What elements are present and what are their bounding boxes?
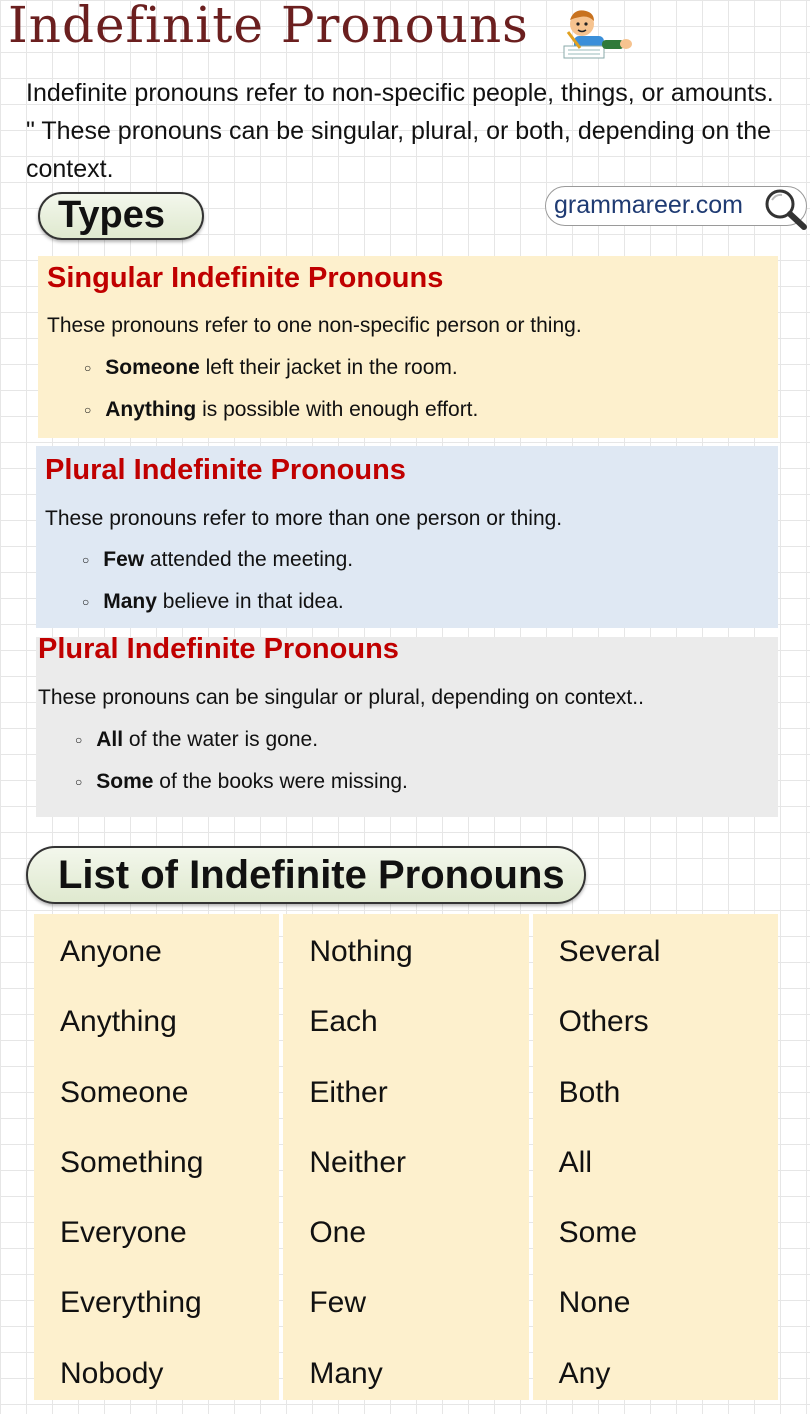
table-cell: Everything bbox=[60, 1286, 202, 1320]
example-item: ○ Someone left their jacket in the room. bbox=[84, 356, 458, 379]
table-column bbox=[533, 914, 778, 1400]
pronoun-table bbox=[34, 914, 778, 1400]
mascot-icon bbox=[560, 6, 634, 64]
table-cell: Few bbox=[309, 1286, 367, 1320]
table-cell: Several bbox=[558, 935, 661, 968]
table-cell: Some bbox=[558, 1216, 638, 1250]
table-cell: Nobody bbox=[60, 1356, 164, 1390]
section-both bbox=[36, 633, 778, 817]
example-item: ○ Anything is possible with enough effort. bbox=[84, 398, 479, 421]
table-cell: Anyone bbox=[60, 935, 162, 968]
brand-link[interactable]: grammareer.com bbox=[545, 186, 807, 226]
table-cell: Everyone bbox=[60, 1216, 187, 1250]
section-description: These pronouns refer to one non-specific person or thing. bbox=[47, 314, 582, 337]
table-cell: Nothing bbox=[309, 935, 413, 968]
table-cell: Any bbox=[558, 1356, 611, 1390]
section-plural bbox=[36, 446, 778, 628]
example-item: ○ Many believe in that idea. bbox=[82, 590, 344, 613]
section-description: These pronouns can be singular or plural, depending on context.. bbox=[38, 686, 644, 709]
page-title: Indefinite Pronouns bbox=[8, 0, 529, 54]
table-column bbox=[34, 914, 279, 1400]
table-cell: None bbox=[558, 1286, 631, 1320]
example-item: ○ Few attended the meeting. bbox=[82, 548, 354, 571]
table-cell: All bbox=[558, 1145, 592, 1179]
table-cell: Someone bbox=[60, 1075, 189, 1109]
example-item: ○ All of the water is gone. bbox=[75, 728, 319, 751]
table-cell: Neither bbox=[309, 1145, 407, 1179]
section-title: Plural Indefinite Pronouns bbox=[45, 454, 406, 486]
table-cell: One bbox=[309, 1216, 367, 1250]
section-title: Singular Indefinite Pronouns bbox=[47, 262, 444, 294]
table-cell: Anything bbox=[60, 1005, 177, 1039]
section-title: Plural Indefinite Pronouns bbox=[38, 633, 399, 665]
search-icon bbox=[762, 184, 808, 230]
intro-text: Indefinite pronouns refer to non-specific people, things, or amounts. " These pronouns can be singular, plural, or both, depending on the context. bbox=[26, 79, 774, 183]
section-singular bbox=[38, 256, 778, 438]
table-cell: Both bbox=[558, 1075, 621, 1109]
table-column bbox=[283, 914, 528, 1400]
table-cell: Each bbox=[309, 1005, 378, 1039]
types-heading: Types bbox=[38, 192, 204, 240]
table-cell: Either bbox=[309, 1075, 388, 1109]
section-description: These pronouns refer to more than one person or thing. bbox=[45, 507, 563, 530]
example-item: ○ Some of the books were missing. bbox=[75, 770, 408, 793]
table-cell: Many bbox=[309, 1356, 383, 1390]
list-heading: List of Indefinite Pronouns bbox=[26, 846, 586, 904]
table-cell: Others bbox=[558, 1005, 649, 1039]
table-cell: Something bbox=[60, 1145, 204, 1179]
